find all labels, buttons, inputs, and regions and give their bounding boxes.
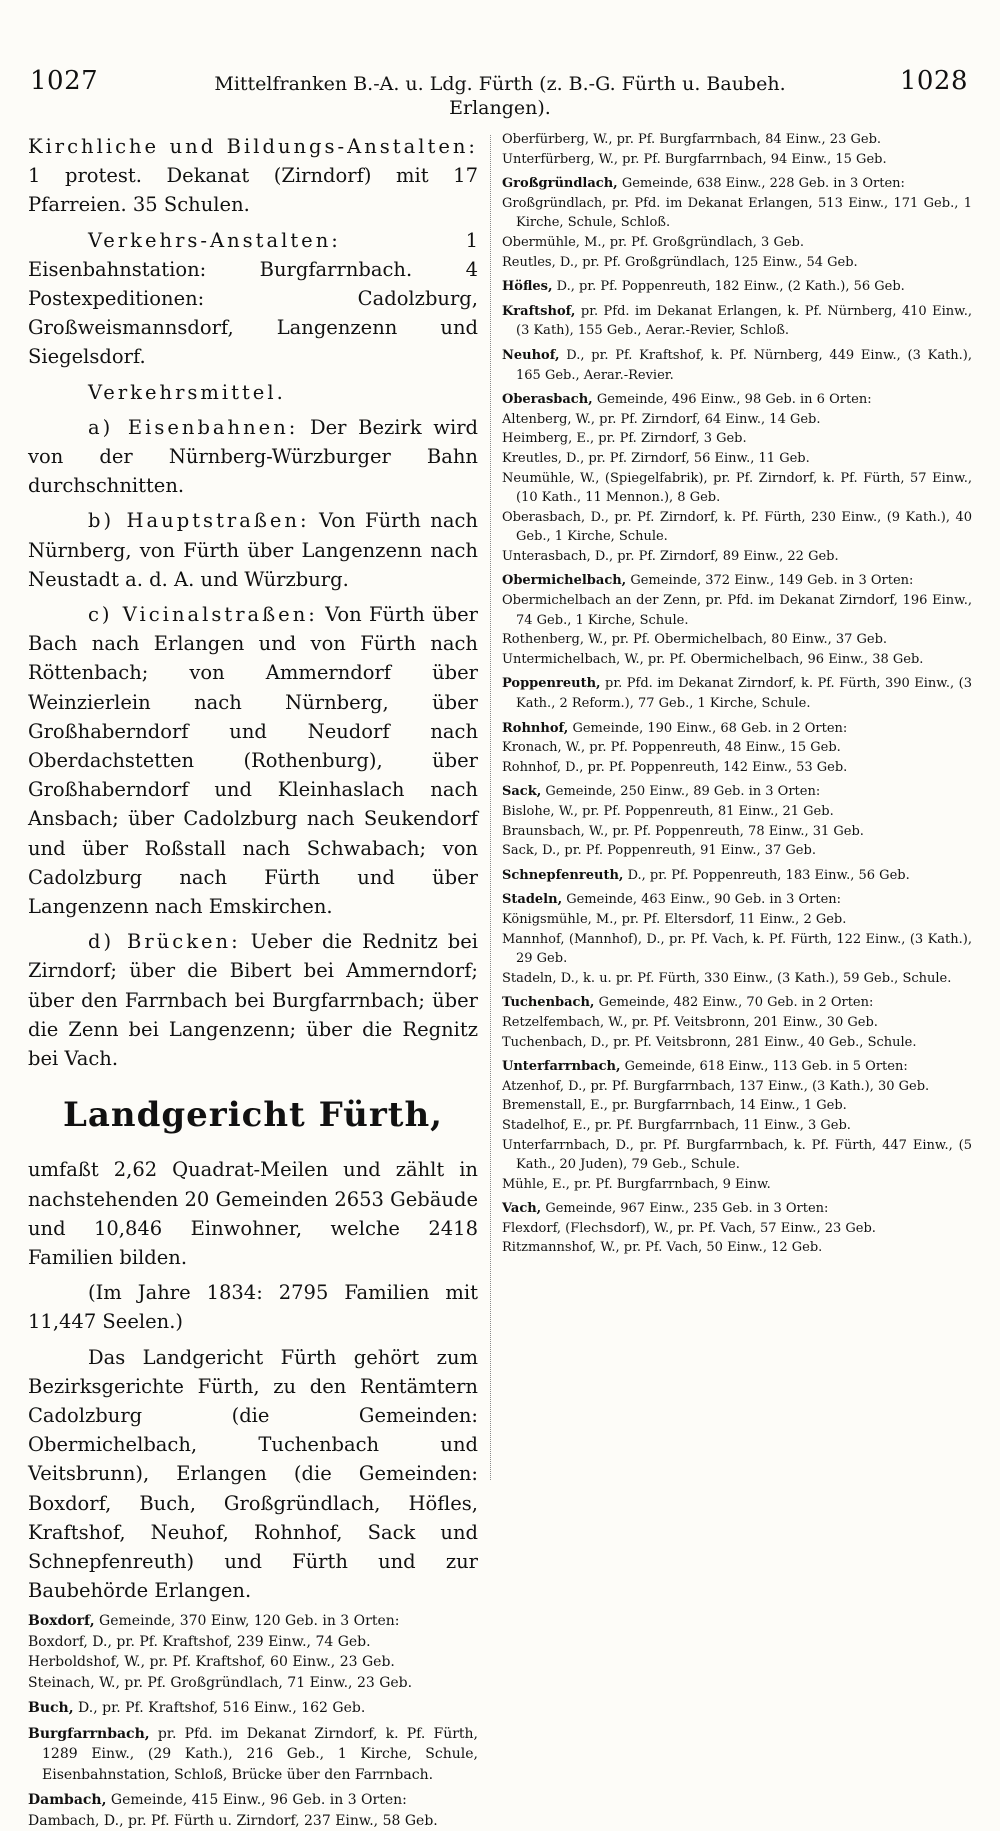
gazetteer-entry bbox=[502, 1033, 972, 1053]
entry-text: Herboldshof, W., pr. Pf. Kraftshof, 60 Einw., 23 Geb. bbox=[28, 1654, 395, 1671]
entry-text: Königsmühle, M., pr. Pf. Eltersdorf, 11 Einw., 2 Geb. bbox=[502, 911, 847, 927]
municipality-name: Höfles, bbox=[502, 279, 553, 295]
entry-text: Oberasbach, D., pr. Pf. Zirndorf, k. Pf. Fürth, 230 Einw., (9 Kath.), 40 Geb., 1 Kirche, Schule. bbox=[502, 509, 972, 545]
entry-text: pr. Pfd. im Dekanat Erlangen, k. Pf. Nürnberg, 410 Einw., (3 Kath), 155 Geb., Aerar.-Revier, Schloß. bbox=[516, 303, 972, 339]
entry-text: Sack, D., pr. Pf. Poppenreuth, 91 Einw., 37 Geb. bbox=[502, 843, 816, 859]
gazetteer-entry-heading bbox=[28, 1698, 478, 1719]
entry-text: Mannhof, (Mannhof), D., pr. Pf. Vach, k. Pf. Fürth, 122 Einw., (3 Kath.), 29 Geb. bbox=[502, 931, 972, 967]
municipality-name: Oberasbach, bbox=[502, 392, 593, 408]
gazetteer-entry bbox=[502, 910, 972, 930]
gazetteer-entry bbox=[502, 194, 972, 233]
gazetteer-entry-heading bbox=[502, 890, 972, 910]
entry-text: Boxdorf, D., pr. Pf. Kraftshof, 239 Einw., 74 Geb. bbox=[28, 1633, 371, 1650]
entry-text: Heimberg, E., pr. Pf. Zirndorf, 3 Geb. bbox=[502, 431, 747, 447]
gazetteer-entry bbox=[502, 738, 972, 758]
left-column bbox=[28, 132, 478, 1831]
entry-text: Braunsbach, W., pr. Pf. Poppenreuth, 78 Einw., 31 Geb. bbox=[502, 823, 864, 839]
entry-text: Steinach, W., pr. Pf. Großgründlach, 71 Einw., 23 Geb. bbox=[28, 1674, 413, 1691]
entry-text: Atzenhof, D., pr. Pf. Burgfarrnbach, 137 Einw., (3 Kath.), 30 Geb. bbox=[502, 1078, 930, 1094]
entry-text: Gemeinde, 618 Einw., 113 Geb. in 5 Orten: bbox=[620, 1059, 908, 1075]
entry-text: Untermichelbach, W., pr. Pf. Obermichelbach, 96 Einw., 38 Geb. bbox=[502, 651, 924, 667]
entry-text: Altenberg, W., pr. Pf. Zirndorf, 64 Einw., 14 Geb. bbox=[502, 411, 821, 427]
municipality-name: Unterfarrnbach, bbox=[502, 1059, 621, 1075]
municipality-name: Sack, bbox=[502, 784, 542, 800]
municipality-name: Schnepfenreuth, bbox=[502, 867, 624, 883]
entry-text: Bremenstall, E., pr. Burgfarrnbach, 14 Einw., 1 Geb. bbox=[502, 1098, 847, 1114]
entry-text: Gemeinde, 415 Einw., 96 Geb. in 3 Orten: bbox=[106, 1792, 407, 1809]
entry-text: Kronach, W., pr. Pf. Poppenreuth, 48 Einw., 15 Geb. bbox=[502, 740, 841, 756]
entry-text: pr. Pfd. im Dekanat Zirndorf, k. Pf. Fürth, 1289 Einw., (29 Kath.), 216 Geb., 1 Kirche, Schule, Eisenbahnstation, Schloß, Brücke über den Farrnbach. bbox=[42, 1725, 478, 1783]
gazetteer-entry bbox=[502, 508, 972, 547]
municipality-name: Boxdorf, bbox=[28, 1613, 95, 1630]
municipality-name: Obermichelbach, bbox=[502, 573, 627, 589]
gazetteer-entry-heading bbox=[502, 174, 972, 194]
paragraph-bruecken: d) Brücken: Ueber die Rednitz bei Zirndorf; über die Bibert bei Ammerndorf; über den Farrnbach bei Burgfarrnbach; über die Zenn bei Langenzenn; über die Regnitz bei Vach. bbox=[28, 930, 479, 1071]
entry-text: Stadelhof, E., pr. Pf. Burgfarrnbach, 11 Einw., 3 Geb. bbox=[502, 1117, 851, 1133]
paragraph-hauptstrassen: b) Hauptstraßen: Von Fürth nach Nürnberg, von Fürth über Langenzenn nach Neustadt a. d. A. und Würzburg. bbox=[28, 509, 478, 591]
entry-text: Gemeinde, 372 Einw., 149 Geb. in 3 Orten: bbox=[626, 573, 914, 589]
section-title: Landgericht Fürth, bbox=[62, 1095, 444, 1136]
gazetteer-entry-heading bbox=[28, 1724, 478, 1786]
paragraph-verkehrs-anstalten: Verkehrs-Anstalten: 1 Eisenbahnstation: Burgfarrnbach. 4 Postexpeditionen: Cadolzburg, Großweismannsdorf, Langenzenn und Siegelsdorf. bbox=[28, 228, 478, 369]
entry-text: Reutles, D., pr. Pf. Großgründlach, 125 Einw., 54 Geb. bbox=[502, 254, 858, 270]
entry-text: Tuchenbach, D., pr. Pf. Veitsbronn, 281 Einw., 40 Geb., Schule. bbox=[502, 1034, 917, 1050]
entry-text: Gemeinde, 370 Einw, 120 Geb. in 3 Orten: bbox=[94, 1613, 400, 1630]
gazetteer-entry bbox=[28, 1652, 478, 1673]
entry-text: Gemeinde, 638 Einw., 228 Geb. in 3 Orten: bbox=[617, 176, 905, 192]
entry-text: Kreutles, D., pr. Pf. Zirndorf, 56 Einw., 11 Geb. bbox=[502, 450, 810, 466]
gazetteer-entry bbox=[502, 650, 972, 670]
entry-text: pr. Pfd. im Dekanat Zirndorf, k. Pf. Fürth, 390 Einw., (3 Kath., 2 Reform.), 77 Geb., 1 Kirche, Schule. bbox=[516, 676, 972, 712]
column-divider bbox=[490, 135, 492, 1480]
gazetteer-entry-heading bbox=[502, 866, 972, 886]
gazetteer-entry-heading bbox=[502, 719, 972, 739]
gazetteer-entry-heading bbox=[502, 674, 972, 713]
gazetteer-entry bbox=[502, 449, 972, 469]
running-title: Mittelfranken B.-A. u. Ldg. Fürth (z. B.-G. Fürth u. Baubeh. Erlangen). bbox=[214, 73, 786, 119]
gazetteer-entry bbox=[502, 1175, 972, 1195]
gazetteer-entry bbox=[502, 1077, 972, 1097]
gazetteer-entry bbox=[502, 547, 972, 567]
entry-text: Oberfürberg, W., pr. Pf. Burgfarrnbach, 84 Einw., 23 Geb. bbox=[502, 132, 882, 147]
gazetteer-entry bbox=[502, 429, 972, 449]
entry-text: Flexdorf, (Flechsdorf), W., pr. Pf. Vach, 57 Einw., 23 Geb. bbox=[502, 1220, 876, 1236]
entry-text: Ritzmannshof, W., pr. Pf. Vach, 50 Einw., 12 Geb. bbox=[502, 1240, 823, 1256]
entry-text: Gemeinde, 482 Einw., 70 Geb. in 2 Orten: bbox=[594, 995, 874, 1011]
right-column bbox=[502, 130, 972, 1258]
entry-text: Unterfürberg, W., pr. Pf. Burgfarrnbach, 94 Einw., 15 Geb. bbox=[502, 151, 887, 167]
gazetteer-entry-heading bbox=[502, 571, 972, 591]
municipality-name: Stadeln, bbox=[502, 892, 563, 908]
gazetteer-entry bbox=[502, 150, 972, 170]
intro-paragraph-2: (Im Jahre 1834: 2795 Familien mit 11,447 Seelen.) bbox=[28, 1281, 478, 1334]
intro-paragraph-1: umfaßt 2,62 Quadrat-Meilen und zählt in nachstehenden 20 Gemeinden 2653 Gebäude und 10,846 Einwohner, welche 2418 Familien bilden. bbox=[28, 1158, 478, 1269]
entry-text: D., pr. Pf. Kraftshof, k. Pf. Nürnberg, 449 Einw., (3 Kath.), 165 Geb., Aerar.-Revier. bbox=[516, 347, 972, 383]
gazetteer-entry-heading bbox=[502, 277, 972, 297]
entry-text: Rothenberg, W., pr. Pf. Obermichelbach, 80 Einw., 37 Geb. bbox=[502, 632, 888, 648]
entry-text: Gemeinde, 463 Einw., 90 Geb. in 3 Orten: bbox=[562, 892, 842, 908]
entry-text: Gemeinde, 496 Einw., 98 Geb. in 6 Orten: bbox=[592, 392, 872, 408]
gazetteer-entry-heading bbox=[28, 1611, 478, 1632]
gazetteer-entry bbox=[502, 253, 972, 273]
entry-text: Gemeinde, 967 Einw., 235 Geb. in 3 Orten: bbox=[541, 1201, 829, 1217]
gazetteer-entry bbox=[502, 1116, 972, 1136]
paragraph-eisenbahnen: a) Eisenbahnen: Der Bezirk wird von der Nürnberg-Würzburger Bahn durchschnitten. bbox=[28, 415, 478, 498]
entry-text: Neumühle, W., (Spiegelfabrik), pr. Pf. Zirndorf, k. Pf. Fürth, 57 Einw., (10 Kath., 11 Mennon.), 8 Geb. bbox=[502, 470, 972, 506]
entry-text: Dambach, D., pr. Pf. Fürth u. Zirndorf, 237 Einw., 58 Geb. bbox=[28, 1812, 438, 1829]
entry-text: D., pr. Pf. Poppenreuth, 183 Einw., 56 Geb. bbox=[623, 867, 910, 883]
gazetteer-entry-heading bbox=[502, 390, 972, 410]
page-number-left: 1027 bbox=[30, 66, 99, 96]
gazetteer-entry bbox=[502, 591, 972, 630]
entry-text: Gemeinde, 190 Einw., 68 Geb. in 2 Orten: bbox=[568, 720, 848, 736]
entry-text: Obermichelbach an der Zenn, pr. Pfd. im Dekanat Zirndorf, 196 Einw., 74 Geb., 1 Kirche, Schule. bbox=[502, 593, 972, 628]
municipality-name: Dambach, bbox=[28, 1792, 107, 1809]
gazetteer-entry bbox=[502, 1096, 972, 1116]
gazetteer-entry bbox=[502, 758, 972, 778]
gazetteer-entry-heading bbox=[502, 346, 972, 385]
gazetteer-entry bbox=[502, 1136, 972, 1175]
municipality-name: Vach, bbox=[502, 1201, 542, 1217]
gazetteer-entry bbox=[502, 841, 972, 861]
heading-verkehrsmittel: Verkehrsmittel. bbox=[88, 380, 286, 404]
entry-text: D., pr. Pf. Kraftshof, 516 Einw., 162 Geb. bbox=[73, 1700, 366, 1717]
gazetteer-entry bbox=[502, 930, 972, 969]
entry-text: Stadeln, D., k. u. pr. Pf. Fürth, 330 Einw., (3 Kath.), 59 Geb., Schule. bbox=[502, 970, 952, 986]
gazetteer-entry-heading bbox=[502, 782, 972, 802]
gazetteer-entry bbox=[502, 630, 972, 650]
gazetteer-entry bbox=[502, 233, 972, 253]
gazetteer-entry bbox=[502, 410, 972, 430]
entry-text: Rohnhof, D., pr. Pf. Poppenreuth, 142 Einw., 53 Geb. bbox=[502, 759, 848, 775]
municipality-name: Buch, bbox=[28, 1700, 74, 1717]
municipality-name: Neuhof, bbox=[502, 347, 560, 363]
entry-text: D., pr. Pf. Poppenreuth, 182 Einw., (2 Kath.), 56 Geb. bbox=[552, 279, 905, 295]
entry-text: Retzelfembach, W., pr. Pf. Veitsbronn, 201 Einw., 30 Geb. bbox=[502, 1014, 878, 1030]
gazetteer-entry-heading bbox=[502, 1057, 972, 1077]
intro-paragraph-3: Das Landgericht Fürth gehört zum Bezirksgerichte Fürth, zu den Rentämtern Cadolzburg (die Gemeinden: Obermichelbach, Tuchenbach und Veitsbrunn), Erlangen (die Gemeinden: Boxdorf, Buch, Großgründlach, Höfles, Kraftshof, Neuhof, Rohnhof, Sack und Schnepfenreuth) und Fürth und zur Baubehörde Erlangen. bbox=[28, 1345, 478, 1603]
gazetteer-entry bbox=[28, 1811, 478, 1831]
page-number-right: 1028 bbox=[899, 66, 968, 96]
gazetteer-entry bbox=[502, 969, 972, 989]
entry-text: Großgründlach, pr. Pfd. im Dekanat Erlangen, 513 Einw., 171 Geb., 1 Kirche, Schule, Schloß. bbox=[502, 195, 972, 231]
gazetteer-entry-heading bbox=[502, 1199, 972, 1219]
gazetteer-entry bbox=[502, 802, 972, 822]
municipality-name: Kraftshof, bbox=[502, 303, 576, 319]
entry-text: Mühle, E., pr. Pf. Burgfarrnbach, 9 Einw. bbox=[502, 1176, 771, 1192]
gazetteer-entry-heading bbox=[502, 302, 972, 341]
municipality-name: Burgfarrnbach, bbox=[28, 1725, 150, 1742]
municipality-name: Poppenreuth, bbox=[502, 676, 601, 692]
paragraph-vicinalstrassen: c) Vicinalstraßen: Von Fürth über Bach nach Erlangen und von Fürth nach Röttenbach; von Ammerndorf über Weinzierlein nach Nürnberg, über Großhaberndorf und Neudorf nach Oberdachstetten (Rothenburg), über Großhaberndorf und Kleinhaslach nach Ansbach; über Cadolzburg nach Seukendorf und über Roßstall nach Schwabach; von Cadolzburg nach Fürth und über Langenzenn nach Emskirchen. bbox=[28, 603, 478, 919]
municipality-name: Großgründlach, bbox=[502, 176, 618, 192]
gazetteer-entry bbox=[28, 1673, 478, 1694]
paragraph-kirchliche: Kirchliche und Bildungs-Anstalten: 1 protest. Dekanat (Zirndorf) mit 17 Pfarreien. 35 Schulen. bbox=[28, 135, 478, 217]
gazetteer-entry-heading bbox=[28, 1790, 478, 1811]
entry-text: Obermühle, M., pr. Pf. Großgründlach, 3 Geb. bbox=[502, 234, 804, 250]
gazetteer-entry bbox=[28, 1632, 478, 1653]
gazetteer-entry-heading bbox=[502, 993, 972, 1013]
entry-text: Gemeinde, 250 Einw., 89 Geb. in 3 Orten: bbox=[541, 784, 821, 800]
gazetteer-entry bbox=[502, 469, 972, 508]
entry-text: Unterfarrnbach, D., pr. Pf. Burgfarrnbach, k. Pf. Fürth, 447 Einw., (5 Kath., 20 Juden), 79 Geb., Schule. bbox=[502, 1137, 972, 1173]
gazetteer-entry bbox=[502, 130, 972, 150]
gazetteer-entry bbox=[502, 1238, 972, 1258]
gazetteer-entry bbox=[502, 1219, 972, 1239]
municipality-name: Tuchenbach, bbox=[502, 995, 595, 1011]
gazetteer-entry bbox=[502, 822, 972, 842]
entry-text: Bislohe, W., pr. Pf. Poppenreuth, 81 Einw., 21 Geb. bbox=[502, 804, 834, 819]
municipality-name: Rohnhof, bbox=[502, 720, 569, 736]
entry-text: Unterasbach, D., pr. Pf. Zirndorf, 89 Einw., 22 Geb. bbox=[502, 548, 839, 564]
left-gazetteer-list bbox=[28, 1611, 478, 1831]
gazetteer-entry bbox=[502, 1013, 972, 1033]
page-header bbox=[0, 0, 1000, 119]
